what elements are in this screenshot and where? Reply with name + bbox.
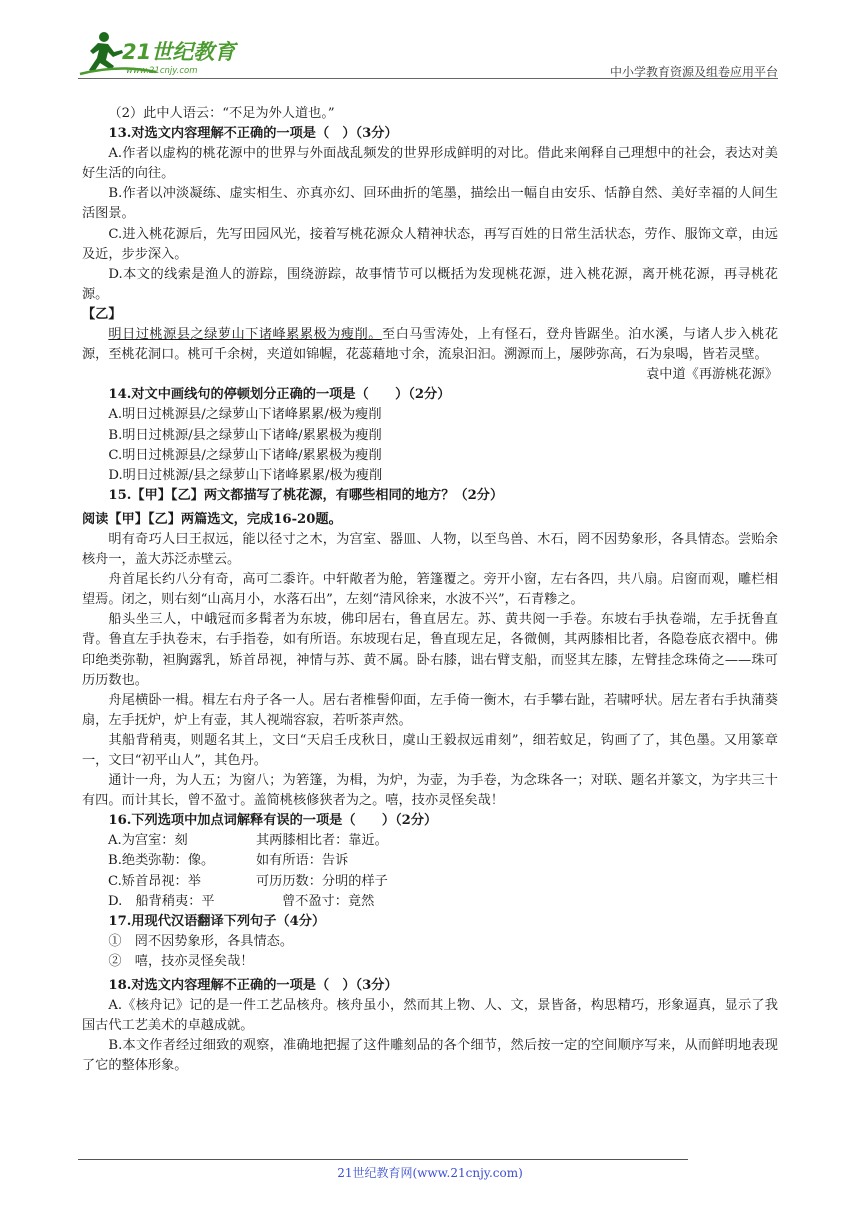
document-body	[82, 104, 778, 1077]
option-c: C.进入桃花源后，先写田园风光，接着写桃花源众人精神状态，再写百姓的日常生活状态，劳作、服饰文章，由远及近，步步深入。	[82, 226, 778, 262]
translate-item: ① 罔不因势象形，各具情态。	[108, 933, 294, 949]
passage-paragraph: 舟尾横卧一楫。楫左右舟子各一人。居右者椎髻仰面，左手倚一衡木，右手攀右趾，若啸呼状。居左者右手执蒲葵扇，左手抚炉，炉上有壶，其人视端容寂，若听茶声然。	[82, 692, 778, 728]
question-18: 18.对选文内容理解不正确的一项是（ ）（3分）	[108, 978, 398, 994]
passage-paragraph: 船头坐三人，中峨冠而多髯者为东坡，佛印居右，鲁直居左。苏、黄共阅一手卷。东坡右手执卷端，左手抚鲁直背。鲁直左手执卷末，右手指卷，如有所语。东坡现右足，鲁直现左足，各微侧，其两膝相比者，各隐卷底衣褶中。佛印绝类弥勒，袒胸露乳，矫首昂视，神情与苏、黄不属。卧右膝，诎右臂支船，而竖其左膝，左臂挂念珠倚之——珠可历历数也。	[82, 612, 778, 688]
option-row	[82, 831, 778, 851]
logo-url: www.21cnjy.com	[126, 66, 198, 76]
option-b-pair: 如有所语：告诉	[256, 853, 349, 869]
option-a: A.作者以虚构的桃花源中的世界与外面战乱频发的世界形成鲜明的对比。借此来阐释自己理想中的社会，表达对美好生活的向往。	[82, 146, 778, 182]
option-row	[82, 851, 778, 871]
logo-title: 21世纪教育	[122, 40, 236, 64]
option-a: A.《核舟记》记的是一件工艺品核舟。核舟虽小，然而其上物、人、文，景皆备，构思精巧，形象逼真，显示了我国古代工艺美术的卓越成就。	[82, 998, 778, 1034]
footer-link[interactable]: 21世纪教育网(www.21cnjy.com)	[337, 1166, 523, 1180]
page-header	[78, 28, 778, 80]
option-d: D.明日过桃源/县之绿萝山下诸峰累累/极为瘦削	[108, 467, 383, 483]
option-b: B.绝类弥勒：像。	[108, 853, 215, 869]
question-16: 16.下列选项中加点词解释有误的一项是（ ）（2分）	[108, 813, 438, 829]
question-17: 17.用现代汉语翻译下列句子（4分）	[108, 913, 326, 929]
text-line: （2）此中人语云：“不足为外人道也。”	[108, 106, 335, 121]
option-c: C.明日过桃源县/之绿萝山下诸峰/累累极为瘦削	[108, 447, 382, 463]
passage-paragraph: 通计一舟，为人五；为窗八；为箬篷，为楫，为炉，为壶，为手卷，为念珠各一；对联、题名并篆文，为字共三十有四。而计其长，曾不盈寸。盖简桃核修狭者为之。嘻，技亦灵怪矣哉！	[82, 773, 778, 809]
header-divider	[78, 78, 778, 79]
footer-divider	[78, 1159, 688, 1160]
passage-yi-text: 至白马雪涛处，上有怪石，登舟皆踞坐。泊水溪，与诸人步入桃花源，至桃花洞口。桃可千余树，夹道如锦幄，花蕊藉地寸余，流泉汩汩。溯源而上，屡陟弥高，石为泉喝，皆若灵壁。	[82, 327, 779, 363]
option-d-pair: 曾不盈寸：竟然	[282, 893, 375, 909]
passage-paragraph: 其船背稍夷，则题名其上，文曰“天启壬戌秋日，虞山王毅叔远甫刻”，细若蚊足，钩画了了，其色墨。又用篆章一，文曰“初平山人”，其色丹。	[82, 732, 778, 768]
question-13: 13.对选文内容理解不正确的一项是（ ）（3分）	[108, 126, 398, 142]
passage-paragraph: 明有奇巧人曰王叔远，能以径寸之木，为宫室、器皿、人物，以至鸟兽、木石，罔不因势象形，各具情态。尝贻余核舟一，盖大苏泛赤壁云。	[82, 531, 778, 568]
option-d: D. 船背稍夷：平	[108, 893, 215, 909]
option-c-pair: 可历历数：分明的样子	[256, 873, 388, 889]
translate-item: ② 嘻，技亦灵怪矣哉！	[108, 953, 254, 969]
option-c: C.矫首昂视：举	[108, 873, 201, 889]
underlined-sentence: 明日过桃源县之绿萝山下诸峰累累极为瘦削。	[108, 327, 382, 343]
logo-21cnjy	[78, 28, 238, 80]
reading-instruction: 阅读【甲】【乙】两篇选文，完成16-20题。	[82, 511, 342, 527]
option-b: B.作者以冲淡凝练、虚实相生、亦真亦幻、回环曲折的笔墨，描绘出一幅自由安乐、恬静自然、美好幸福的人间生活图景。	[82, 186, 778, 222]
question-14: 14.对文中画线句的停顿划分正确的一项是（ ）（2分）	[108, 387, 451, 403]
passage-paragraph: 舟首尾长约八分有奇，高可二黍许。中轩敞者为舱，箬篷覆之。旁开小窗，左右各四，共八扇。启窗而观，雕栏相望焉。闭之，则右刻“山高月小，水落石出”，左刻“清风徐来，水波不兴”，石青糁之。	[82, 572, 778, 608]
option-row	[82, 892, 778, 912]
passage-yi	[82, 325, 778, 365]
platform-label: 中小学教育资源及组卷应用平台	[609, 65, 778, 79]
option-row	[82, 872, 778, 892]
question-15: 15.【甲】【乙】两文都描写了桃花源，有哪些相同的地方？（2分）	[108, 487, 504, 503]
option-a: A.为宫室：刻	[108, 833, 188, 849]
option-b: B.本文作者经过细致的观察，准确地把握了这件雕刻品的各个细节，然后按一定的空间顺序写来，从而鲜明地表现了它的整体形象。	[82, 1038, 778, 1074]
option-b: B.明日过桃源/县之绿萝山下诸峰/累累极为瘦削	[108, 427, 382, 443]
option-a: A.明日过桃源县/之绿萝山下诸峰累累/极为瘦削	[108, 407, 382, 423]
source-attribution: 袁中道《再游桃花源》	[646, 367, 778, 383]
option-a-pair: 其两膝相比者：靠近。	[256, 833, 388, 849]
option-d: D.本文的线索是渔人的游踪，围绕游踪，故事情节可以概括为发现桃花源，进入桃花源，离开桃花源，再寻桃花源。	[82, 266, 778, 302]
section-yi: 【乙】	[82, 306, 122, 322]
